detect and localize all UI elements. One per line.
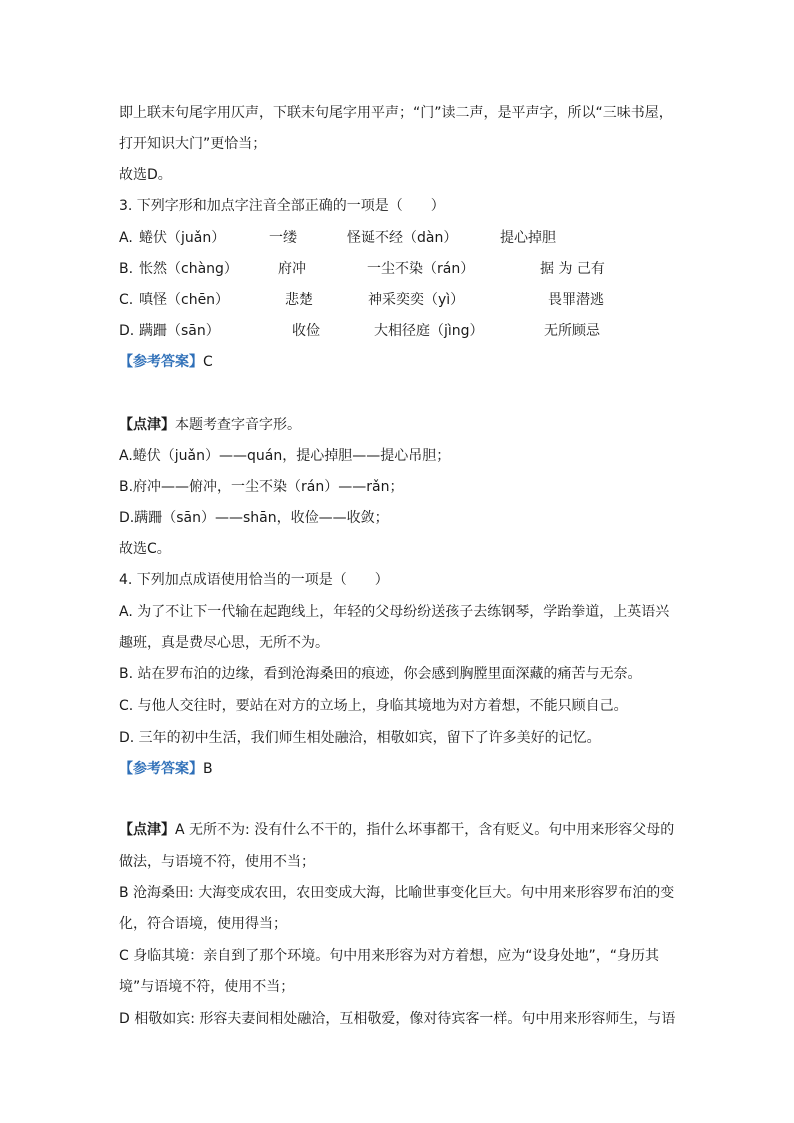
option-letter: A.: [119, 230, 133, 246]
option-item: 一缕: [269, 230, 297, 246]
explanation-line: 境”与语境不符，使用不当；: [119, 979, 295, 995]
option-letter: C.: [119, 292, 134, 308]
explanation-line: 做法，与语境不符，使用不当；: [119, 854, 315, 870]
option-item: 怅然（chàng）: [139, 261, 238, 277]
option-item: 怪诞不经（dàn）: [347, 230, 458, 246]
option-item: 大相径庭（jìng）: [374, 323, 484, 339]
answer-label: 【参考答案】: [119, 354, 203, 370]
explanation-line: D 相敬如宾: 形容夫妻间相处融洽，互相敬爱，像对待宾客一样。句中用来形容师生，与语: [119, 1011, 676, 1027]
explanation-line: 故选C。: [119, 541, 171, 557]
option-a-line: A. 为了不让下一代输在起跑线上，年轻的父母纷纷送孩子去练钢琴，学跆拳道，上英语兴: [119, 604, 670, 620]
option-a-line: 趣班，真是费尽心思，无所不为。: [119, 635, 329, 651]
option-item: 畏罪潜逃: [548, 292, 604, 308]
paragraph-line: 即上联末句尾字用仄声，下联末句尾字用平声；“门”读二声，是平声字，所以“三味书屋，: [119, 105, 673, 121]
explanation-line: C 身临其境：亲自到了那个环境。句中用来形容为对方着想，应为“设身处地”，“身历其: [119, 948, 659, 964]
explanation-line: A.蜷伏（juǎn）——quán，提心掉胆——提心吊胆；: [119, 448, 451, 464]
option-item: 无所顾忌: [544, 323, 600, 339]
option-item: 神采奕奕（yì）: [368, 292, 465, 308]
answer-3: [119, 353, 213, 371]
explanation-3: [119, 416, 301, 434]
explanation-line: B.府冲——俯冲，一尘不染（rán）——rǎn；: [119, 479, 404, 495]
explanation-text: 本题考查字音字形。: [175, 417, 301, 433]
option-item: 一尘不染（rán）: [367, 261, 475, 277]
option-item: 蹒跚（sān）: [139, 323, 220, 339]
option-item: 府冲: [278, 261, 306, 277]
explanation-line: 化，符合语境，使用得当；: [119, 916, 287, 932]
option-letter: D.: [119, 323, 135, 339]
option-item: 据 为 己有: [540, 261, 605, 277]
explanation-label: 【点津】: [119, 822, 175, 838]
answer-value: C: [203, 354, 213, 370]
question-4-stem: 4. 下列加点成语使用恰当的一项是（ ）: [119, 572, 389, 588]
answer-value: B: [203, 761, 213, 777]
question-3-stem: 3. 下列字形和加点字注音全部正确的一项是（ ）: [119, 198, 445, 214]
explanation-line: D.蹒跚（sān）——shān，收俭——收敛；: [119, 510, 389, 526]
explanation-text: A 无所不为: 没有什么不干的，指什么坏事都干，含有贬义。句中用来形容父母的: [175, 822, 675, 838]
option-item: 悲楚: [285, 292, 313, 308]
option-item: 嗔怪（chēn）: [139, 292, 230, 308]
explanation-label: 【点津】: [119, 417, 175, 433]
explanation-line: B 沧海桑田: 大海变成农田，农田变成大海，比喻世事变化巨大。句中用来形容罗布泊的变: [119, 885, 675, 901]
paragraph-line: 故选D。: [119, 167, 172, 183]
option-item: 提心掉胆: [500, 230, 556, 246]
answer-4: [119, 760, 213, 778]
option-item: 收俭: [292, 323, 320, 339]
answer-label: 【参考答案】: [119, 761, 203, 777]
option-c-line: C. 与他人交往时，要站在对方的立场上，身临其境地为对方着想，不能只顾自己。: [119, 698, 628, 714]
option-letter: B.: [119, 261, 134, 277]
option-b-line: B. 站在罗布泊的边缘，看到沧海桑田的痕迹，你会感到胸膛里面深藏的痛苦与无奈。: [119, 666, 642, 682]
option-d-line: D. 三年的初中生活，我们师生相处融洽，相敬如宾，留下了许多美好的记忆。: [119, 730, 601, 746]
option-item: 蜷伏（juǎn）: [139, 230, 226, 246]
paragraph-line: 打开知识大门”更恰当；: [119, 136, 267, 152]
explanation-4: [119, 821, 674, 839]
